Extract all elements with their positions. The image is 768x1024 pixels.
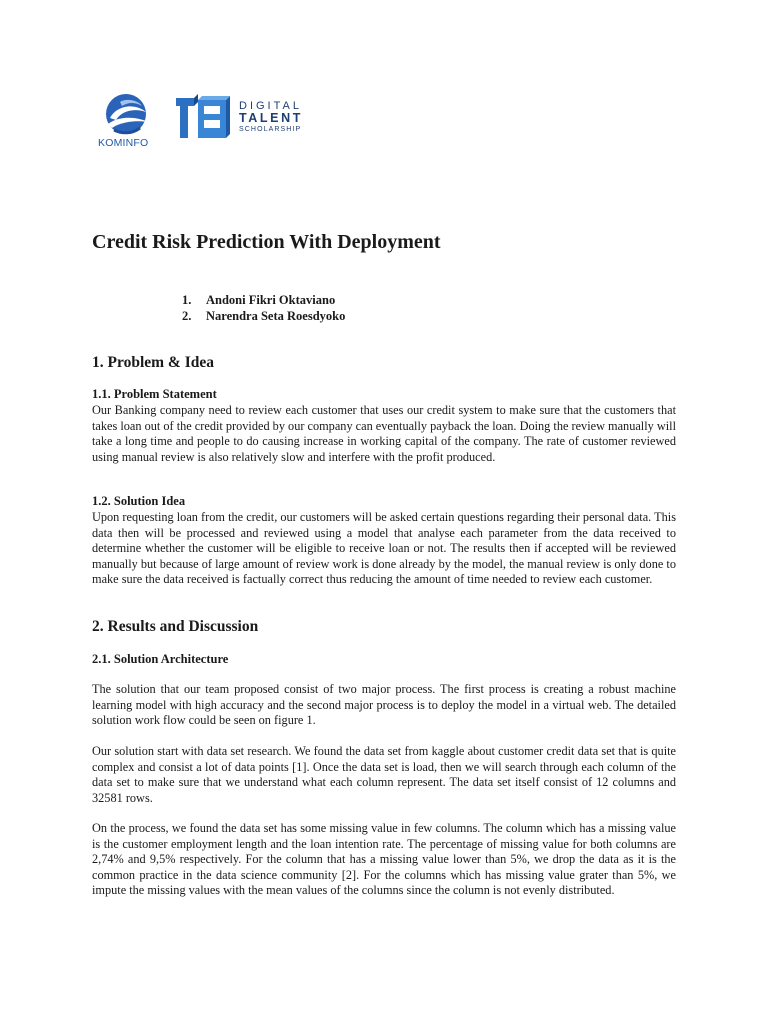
author-name: Narendra Seta Roesdyoko [206,309,346,323]
author-number: 1. [182,293,192,307]
dts-logo-text [239,101,303,133]
dts-logo-line1: DIGITAL [239,100,302,112]
paragraph-architecture-3: On the process, we found the data set has some missing value in few columns. The column which has a missing value is the customer employment length and the loan intention rate. The percentage of missing value for both columns are 2,74% and 9,5% respectively. For the column that has a missing value lower than 5%, we drop the data as it is the common practice in the data science community [2]. For the columns which has missing value grater than 5%, we impute the missing values with the mean values of the columns since the column is not evenly distributed. [92,821,676,898]
subsection-heading-solution-architecture: 2.1. Solution Architecture [92,652,229,666]
document-title: Credit Risk Prediction With Deployment [92,231,441,253]
paragraph-architecture-1: The solution that our team proposed consist of two major process. The first process is creating a robust machine learning model with high accuracy and the second major process is to deploy the model in a virtual web. The detailed solution work flow could be seen on figure 1. [92,682,676,728]
author-list [182,292,345,324]
paragraph-problem-statement: Our Banking company need to review each customer that uses our credit system to make sure that the customers that takes loan out of the credit provided by our company can eventually payback the loan. Doing the review manually will take a long time and people to do causing increase in working capital of the company. The rate of customer reviewed using manual review is also relatively slow and interfere with the profit produced. [92,403,676,464]
author-number: 2. [182,309,192,323]
subsection-heading-solution-idea: 1.2. Solution Idea [92,494,186,508]
author-item [182,308,345,324]
author-item [182,292,345,308]
dts-logo-line3: SCHOLARSHIP [239,125,302,133]
section-heading-problem-idea: 1. Problem & Idea [92,354,214,371]
dts-logo-line2: TALENT [239,111,303,125]
dts-logo-mark [172,92,232,144]
subsection-heading-problem-statement: 1.1. Problem Statement [92,387,217,401]
kominfo-logo-text: KOMINFO [98,137,149,149]
section-heading-results-discussion: 2. Results and Discussion [92,618,259,635]
paragraph-architecture-2: Our solution start with data set research. We found the data set from kaggle about customer credit data set that is quite complex and consist a lot of data points [1]. Once the data set is load, then we will search through each column of the data set to make sure that we understand what each column represent. The data set itself consist of 12 columns and 32581 rows. [92,744,676,805]
author-name: Andoni Fikri Oktaviano [206,293,336,307]
paragraph-solution-idea: Upon requesting loan from the credit, our customers will be asked certain questions regarding their personal data. This data then will be processed and reviewed using a model that analyse each parameter from the data received to determine whether the customer will be eligible to receive loan or not. The results then if accepted will be reviewed manually but because of large amount of review work is done already by the model, the manual review is only done to make sure the data received is factually correct thus reducing the amount of time needed to review each customer. [92,510,676,587]
